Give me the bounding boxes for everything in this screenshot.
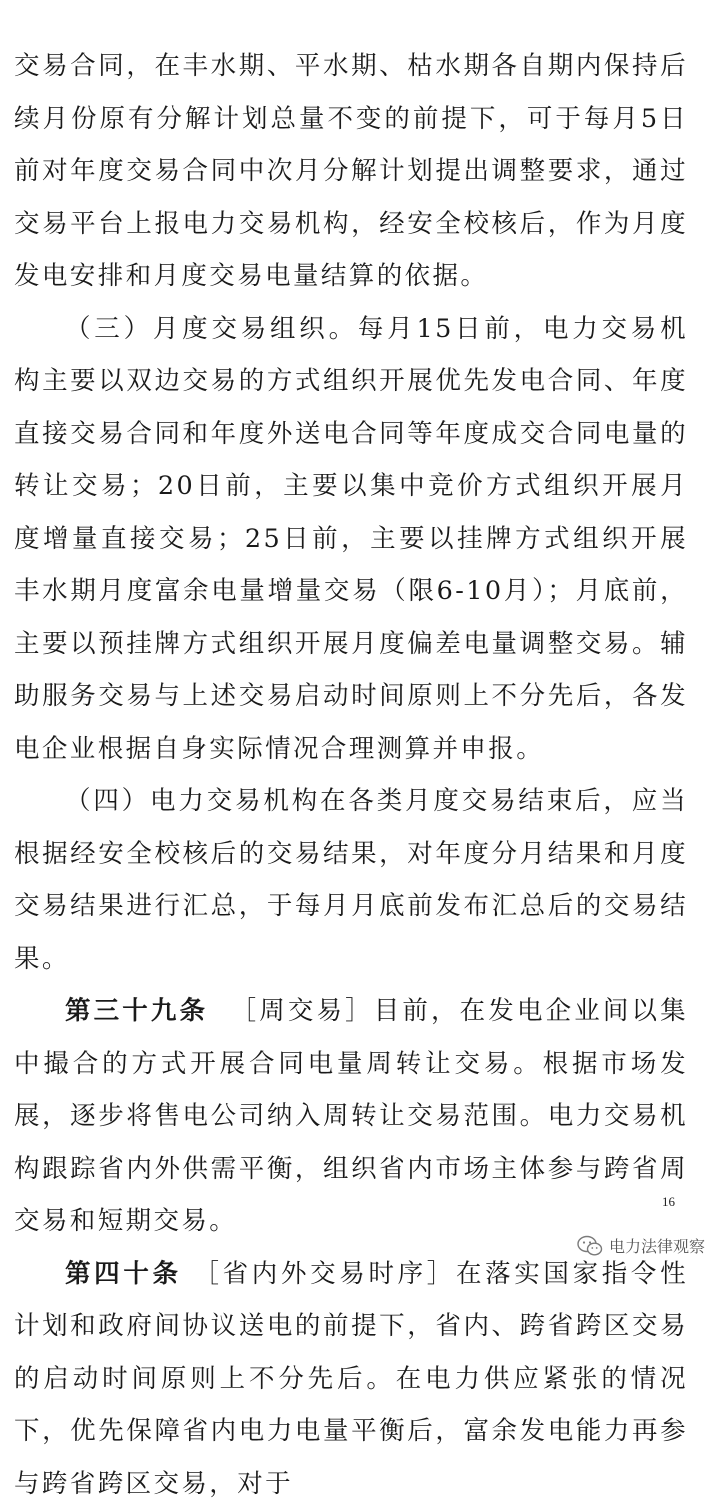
article-heading: 第三十九条 — [65, 996, 208, 1026]
wechat-icon — [577, 1235, 603, 1257]
paragraph-text: ［省内外交易时序］在落实国家指令性计划和政府间协议送电的前提下，省内、跨省跨区交易的启动时间原则上不分先后。在电力供应紧张的情况下，优先保障省内电力电量平衡后，富余发电能力再参与跨省跨区交易，对于 — [14, 1259, 688, 1499]
paragraph-summary — [14, 775, 688, 985]
page-number: 16 — [662, 1194, 675, 1210]
paragraph-continuation — [14, 40, 688, 303]
article-heading: 第四十条 — [65, 1259, 182, 1289]
article-39 — [14, 985, 688, 1248]
paragraph-text: ［周交易］目前，在发电企业间以集中撮合的方式开展合同电量周转让交易。根据市场发展，逐步将售电公司纳入周转让交易范围。电力交易机构跟踪省内外供需平衡，组织省内市场主体参与跨省周交易和短期交易。 — [14, 996, 688, 1236]
paragraph-monthly-trading — [14, 303, 688, 776]
paragraph-text: 交易合同，在丰水期、平水期、枯水期各自期内保持后续月份原有分解计划总量不变的前提下，可于每月5日前对年度交易合同中次月分解计划提出调整要求，通过交易平台上报电力交易机构，经安全校核后，作为月度发电安排和月度交易电量结算的依据。 — [14, 51, 688, 291]
watermark-label: 电力法律观察 — [609, 1234, 705, 1257]
source-watermark — [577, 1234, 705, 1257]
document-body — [14, 40, 688, 1510]
paragraph-text: （四）电力交易机构在各类月度交易结束后，应当根据经安全校核后的交易结果，对年度分月结果和月度交易结果进行汇总，于每月月底前发布汇总后的交易结果。 — [14, 786, 688, 974]
article-40 — [14, 1248, 688, 1510]
paragraph-text: （三）月度交易组织。每月15日前，电力交易机构主要以双边交易的方式组织开展优先发电合同、年度直接交易合同和年度外送电合同等年度成交合同电量的转让交易；20日前，主要以集中竞价方式组织开展月度增量直接交易；25日前，主要以挂牌方式组织开展丰水期月度富余电量增量交易（限6-10月）；月底前，主要以预挂牌方式组织开展月度偏差电量调整交易。辅助服务交易与上述交易启动时间原则上不分先后，各发电企业根据自身实际情况合理测算并申报。 — [14, 314, 688, 764]
